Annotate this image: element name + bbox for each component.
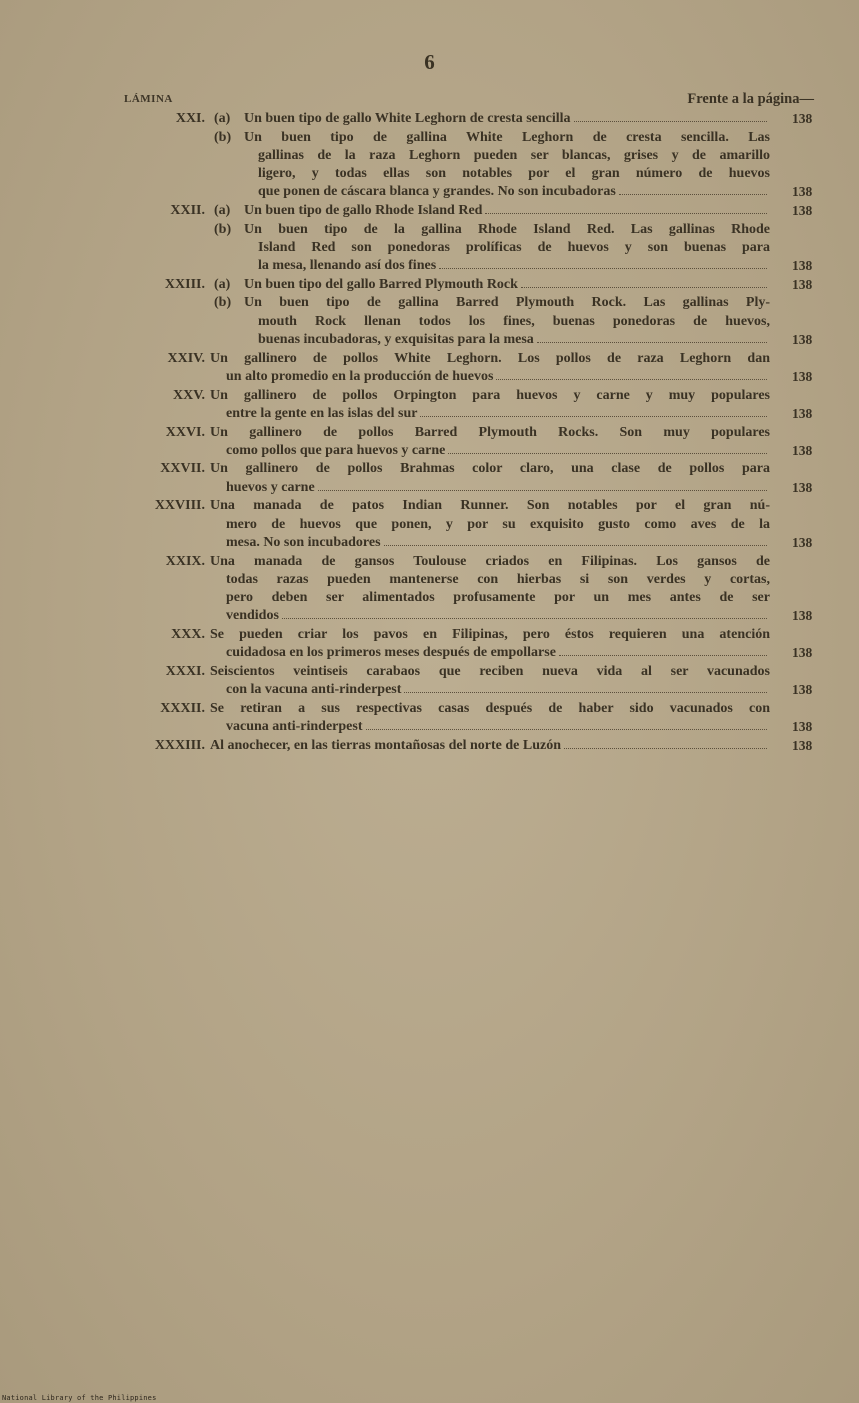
entry-line: Seiscientos veintiseis carabaos que reciben nueva vida al ser vacunados — [210, 663, 770, 679]
entry-line-last — [226, 607, 770, 625]
page-ref: 138 — [792, 682, 813, 698]
dot-leader — [282, 617, 767, 619]
entry-text: vendidos — [226, 608, 279, 624]
plate-numeral: XXIX. — [165, 553, 205, 569]
entry-line-last — [258, 257, 770, 275]
page-ref: 138 — [792, 534, 813, 550]
entry-line: Un gallinero de pollos Brahmas color claro, una clase de pollos para — [210, 461, 770, 477]
entry-line: mero de huevos que ponen, y por su exquisito gusto como aves de la — [226, 516, 770, 532]
plate-numeral: XXV. — [172, 387, 205, 403]
page-ref: 138 — [792, 737, 813, 753]
dot-leader — [404, 691, 767, 693]
dot-leader — [439, 267, 767, 269]
dot-leader — [420, 415, 767, 417]
entry-line: pero deben ser alimentados profusamente por un mes antes de ser — [226, 590, 770, 606]
subentry-letter: (b) — [214, 221, 232, 237]
header-page-label: Frente a la página— — [687, 91, 814, 107]
subentry-letter: (a) — [214, 203, 231, 219]
entry-text: la mesa, llenando así dos fines — [258, 258, 437, 274]
entry-line-last — [258, 183, 770, 201]
entry-line-last — [226, 534, 770, 552]
entry-line-last — [226, 681, 770, 699]
dot-leader — [564, 747, 767, 749]
entry-line-last — [210, 737, 770, 755]
entry-line-last — [226, 644, 770, 662]
dot-leader — [521, 286, 767, 288]
plate-numeral: XXIII. — [164, 276, 205, 292]
entry-line: Un buen tipo de gallina Barred Plymouth Rock. Las gallinas Ply- — [244, 295, 770, 311]
entry-line: Island Red son ponedoras prolíficas de huevos y son buenas para — [258, 239, 770, 255]
page-ref: 138 — [792, 368, 813, 384]
entry-line: todas razas pueden mantenerse con hierbas si son verdes y cortas, — [226, 571, 770, 587]
entry-line: Una manada de gansos Toulouse criados en Filipinas. Los gansos de — [210, 553, 770, 569]
plate-numeral: XXI. — [175, 111, 205, 126]
entry-line: mouth Rock llenan todos los fines, buenas ponedoras de huevos, — [258, 313, 770, 329]
page-number: 6 — [424, 50, 435, 74]
page-ref: 138 — [792, 442, 813, 458]
entry-line: Un gallinero de pollos Orpington para huevos y carne y muy populares — [210, 387, 770, 403]
page-ref: 138 — [792, 479, 813, 495]
entry-text: Al anochecer, en las tierras montañosas del norte de Luzón — [210, 737, 562, 753]
page-ref: 138 — [792, 405, 813, 421]
dot-leader — [537, 341, 767, 343]
entry-text: un alto promedio en la producción de huevos — [226, 368, 494, 384]
entry-line: Una manada de patos Indian Runner. Son notables por el gran nú- — [210, 498, 770, 514]
entry-line-last — [226, 405, 770, 423]
page-ref: 138 — [792, 719, 813, 735]
dot-leader — [366, 728, 768, 730]
page-ref: 138 — [792, 645, 813, 661]
plate-numeral: XXVIII. — [154, 498, 205, 514]
dot-leader — [619, 193, 767, 195]
entry-text: cuidadosa en los primeros meses después de empollarse — [226, 645, 556, 661]
entry-text: huevos y carne — [226, 479, 315, 495]
subentry-letter: (b) — [214, 129, 232, 145]
entry-text: con la vacuna anti-rinderpest — [226, 682, 402, 698]
entry-line: Un buen tipo de la gallina Rhode Island Red. Las gallinas Rhode — [244, 221, 770, 237]
page-ref: 138 — [792, 332, 813, 348]
entry-line: ligero, y todas ellas son notables por el gran número de huevos — [258, 166, 770, 182]
dot-leader — [574, 120, 767, 122]
subentry-letter: (a) — [214, 276, 231, 292]
entry-line-last — [226, 479, 770, 497]
page-ref: 138 — [792, 608, 813, 624]
page-ref: 138 — [792, 111, 813, 126]
entry-line-last — [226, 368, 770, 386]
entry-text: buenas incubadoras, y exquisitas para la mesa — [258, 332, 534, 348]
plate-numeral: XXII. — [170, 203, 205, 219]
dot-leader — [448, 452, 767, 454]
entry-line-last — [244, 276, 770, 294]
entry-line: gallinas de la raza Leghorn pueden ser blancas, grises y de amarillo — [258, 147, 770, 163]
page-ref: 138 — [792, 184, 813, 200]
entry-text: Un buen tipo del gallo Barred Plymouth Rock — [244, 276, 518, 292]
entry-line-last — [226, 718, 770, 736]
plate-numeral: XXVII. — [160, 461, 205, 477]
entry-line-last — [226, 442, 770, 460]
dot-leader — [559, 654, 767, 656]
library-footer: National Library of the Philippines — [2, 1394, 157, 1402]
plate-numeral: XXXII. — [160, 700, 205, 716]
entry-text: mesa. No son incubadores — [226, 534, 381, 550]
entry-text: vacuna anti-rinderpest — [226, 719, 363, 735]
dot-leader — [485, 212, 767, 214]
entry-line: Se retiran a sus respectivas casas después de haber sido vacunados con — [210, 700, 770, 716]
header-plate-label: LÁMINA — [124, 93, 173, 105]
subentry-letter: (a) — [214, 111, 231, 126]
dot-leader — [318, 489, 767, 491]
plate-numeral: XXVI. — [165, 424, 205, 440]
dot-leader — [384, 544, 767, 546]
plate-numeral: XXX. — [171, 627, 205, 642]
toc-header — [124, 91, 814, 109]
plate-numeral: XXXIII. — [154, 737, 205, 753]
entry-text: que ponen de cáscara blanca y grandes. No son incubadoras — [258, 184, 616, 200]
page-ref: 138 — [792, 203, 813, 219]
page-ref: 138 — [792, 276, 813, 292]
entry-text: como pollos que para huevos y carne — [226, 442, 446, 458]
page-ref: 138 — [792, 258, 813, 274]
dot-leader — [496, 378, 767, 380]
entry-line-last — [244, 110, 770, 128]
plate-numeral: XXIV. — [167, 350, 205, 366]
entry-line-last — [244, 202, 770, 220]
entry-line: Un gallinero de pollos Barred Plymouth Rocks. Son muy populares — [210, 424, 770, 440]
entry-line: Se pueden criar los pavos en Filipinas, pero éstos requieren una atención — [210, 627, 770, 642]
entry-line: Un gallinero de pollos White Leghorn. Los pollos de raza Leghorn dan — [210, 350, 770, 366]
entry-text: Un buen tipo de gallo Rhode Island Red — [244, 203, 483, 219]
entry-text: entre la gente en las islas del sur — [226, 405, 418, 421]
plate-numeral: XXXI. — [165, 663, 205, 679]
subentry-letter: (b) — [214, 295, 232, 311]
entry-line-last — [258, 331, 770, 349]
entry-line: Un buen tipo de gallina White Leghorn de cresta sencilla. Las — [244, 129, 770, 145]
entry-text: Un buen tipo de gallo White Leghorn de cresta sencilla — [244, 111, 571, 126]
